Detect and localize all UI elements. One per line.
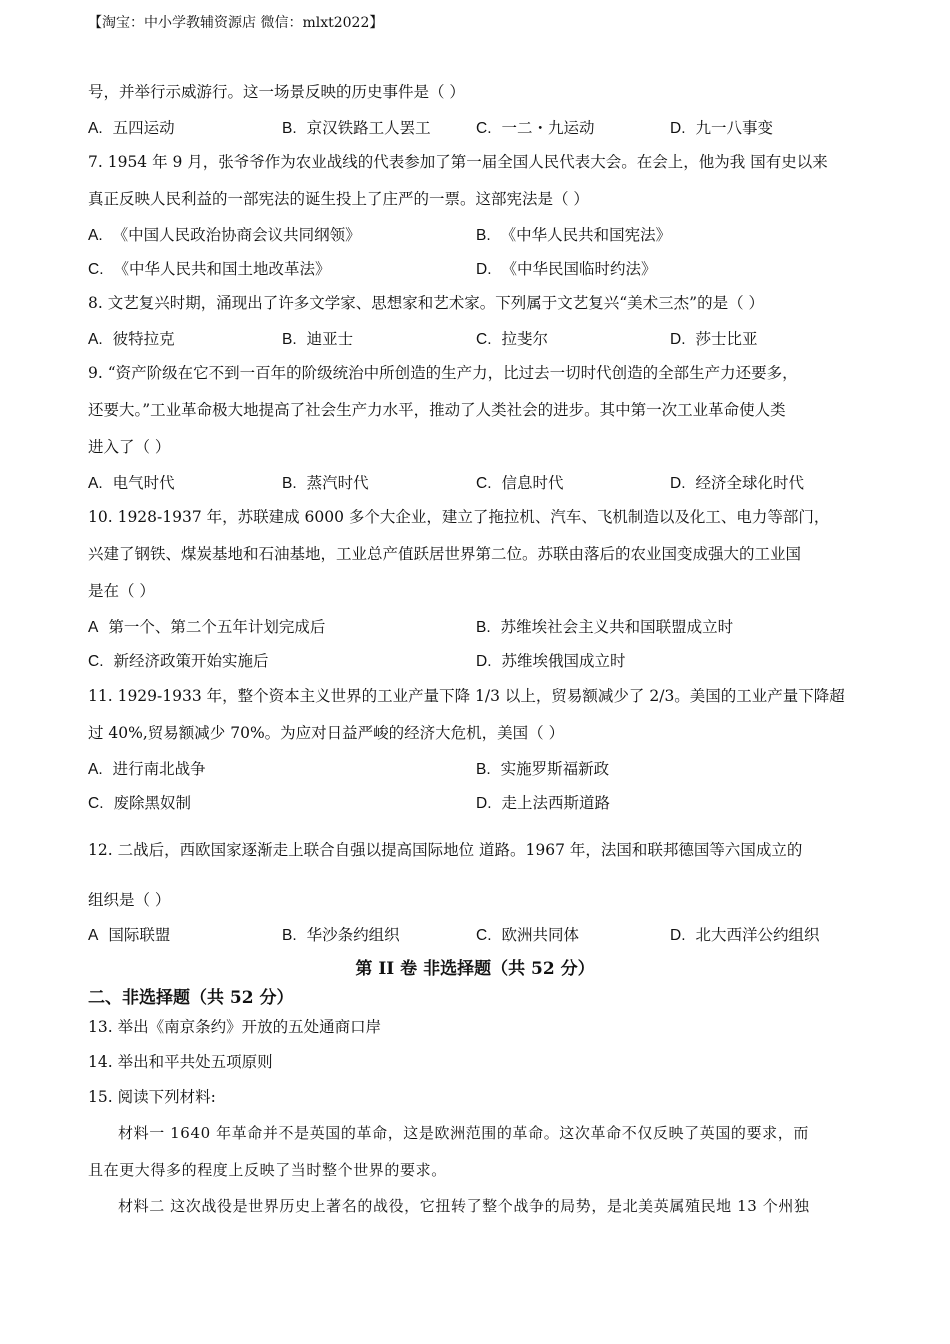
option-text: 《中国人民政治协商会议共同纲领》 [112,226,361,244]
q7-option-c[interactable] [88,259,331,280]
q11-option-b[interactable] [476,759,609,780]
option-text: 进行南北战争 [112,760,206,778]
material-1-line-1: 材料一 1640 年革命并不是英国的革命，这是欧洲范围的革命。这次革命不仅反映了英国的要求，而 [118,1124,809,1142]
option-text: 第一个、第二个五年计划完成后 [108,618,326,636]
q10-option-c[interactable] [88,651,269,672]
option-letter: D. [476,653,492,670]
q7-option-b[interactable] [476,225,671,246]
q10-text-line-2: 兴建了钢铁、煤炭基地和石油基地，工业总产值跃居世界第二位。苏联由落后的农业国变成强大的工业国 [88,545,802,563]
option-letter: A. [88,227,103,244]
q8-option-c[interactable] [476,329,548,350]
option-text: 北大西洋公约组织 [695,926,820,944]
q9-option-d[interactable] [670,473,804,494]
q12-option-c[interactable] [476,925,579,946]
option-letter: B. [476,227,491,244]
section-2-title: 二、非选择题（共 52 分） [88,988,294,1008]
q8-option-d[interactable] [670,329,758,350]
option-text: 国际联盟 [108,926,171,944]
material-1-line-2: 且在更大得多的程度上反映了当时整个世界的要求。 [88,1161,447,1179]
option-letter: B. [282,475,297,492]
q12-option-d[interactable] [670,925,820,946]
option-letter: D. [670,475,686,492]
q11-option-c[interactable] [88,793,191,814]
q6-option-b[interactable] [282,118,431,139]
option-text: 九一八事变 [695,119,774,137]
q6-option-c[interactable] [476,118,595,139]
option-letter: D. [670,331,686,348]
q9-option-b[interactable] [282,473,369,494]
material-2-line-1: 材料二 这次战役是世界历史上著名的战役，它扭转了整个战争的局势，是北美英属殖民地 13 个州独 [118,1197,810,1215]
option-text: 五四运动 [112,119,175,137]
option-letter: C. [476,927,492,944]
option-letter: D. [476,261,492,278]
q12-text-line-2: 组织是（ ） [88,891,171,909]
option-text: 走上法西斯道路 [501,794,611,812]
q14-text: 14. 举出和平共处五项原则 [88,1053,273,1071]
q15-text: 15. 阅读下列材料: [88,1088,216,1106]
q12-text-line-1: 12. 二战后，西欧国家逐渐走上联合自强以提高国际地位 道路。1967 年，法国和联邦德国等六国成立的 [88,841,803,859]
option-text: 京汉铁路工人罢工 [306,119,431,137]
option-text: 一二・九运动 [501,119,595,137]
option-letter: C. [88,795,104,812]
option-text: 华沙条约组织 [306,926,400,944]
option-text: 废除黑奴制 [113,794,192,812]
q7-text-line-2: 真正反映人民利益的一部宪法的诞生投上了庄严的一票。这部宪法是（ ） [88,190,589,208]
q10-option-a[interactable] [88,617,325,638]
q11-option-a[interactable] [88,759,206,780]
option-text: 彼特拉克 [112,330,175,348]
option-text: 《中华人民共和国土地改革法》 [113,260,331,278]
option-text: 莎士比亚 [695,330,758,348]
option-letter: B. [282,331,297,348]
option-text: 实施罗斯福新政 [500,760,610,778]
option-letter: A [88,619,99,636]
option-letter: B. [282,927,297,944]
option-text: 经济全球化时代 [695,474,805,492]
q10-option-b[interactable] [476,617,733,638]
option-letter: C. [476,331,492,348]
option-text: 新经济政策开始实施后 [113,652,269,670]
q6-option-a[interactable] [88,118,175,139]
option-text: 电气时代 [112,474,175,492]
option-letter: C. [88,261,104,278]
option-letter: B. [282,120,297,137]
option-text: 欧洲共同体 [501,926,580,944]
q8-option-b[interactable] [282,329,353,350]
q11-option-d[interactable] [476,793,610,814]
q9-option-c[interactable] [476,473,564,494]
q10-option-d[interactable] [476,651,626,672]
q11-text-line-1: 11. 1929-1933 年，整个资本主义世界的工业产量下降 1/3 以上，贸易额减少了 2/3。美国的工业产量下降超 [88,687,845,705]
option-letter: B. [476,619,491,636]
option-letter: C. [476,475,492,492]
page-header-watermark: 【淘宝：中小学教辅资源店 微信：mlxt2022】 [88,15,384,31]
option-letter: D. [476,795,492,812]
q8-text: 8. 文艺复兴时期，涌现出了许多文学家、思想家和艺术家。下列属于文艺复兴“美术三杰”的是（ ） [88,294,764,312]
q10-text-line-3: 是在（ ） [88,582,155,600]
option-letter: C. [476,120,492,137]
q6-text: 号，并举行示威游行。这一场景反映的历史事件是（ ） [88,83,465,101]
option-text: 拉斐尔 [501,330,549,348]
option-letter: A. [88,120,103,137]
q7-text-line-1: 7. 1954 年 9 月，张爷爷作为农业战线的代表参加了第一届全国人民代表大会。在会上，他为我 国有史以来 [88,153,828,171]
q7-option-a[interactable] [88,225,361,246]
option-text: 《中华人民共和国宪法》 [500,226,672,244]
q9-text-line-3: 进入了（ ） [88,438,171,456]
option-text: 信息时代 [501,474,564,492]
option-letter: A. [88,761,103,778]
option-text: 《中华民国临时约法》 [501,260,657,278]
option-letter: A. [88,331,103,348]
option-text: 苏维埃俄国成立时 [501,652,626,670]
part-2-title: 第 II 卷 非选择题（共 52 分） [355,959,595,979]
option-letter: D. [670,927,686,944]
q10-text-line-1: 10. 1928-1937 年，苏联建成 6000 多个大企业，建立了拖拉机、汽车、飞机制造以及化工、电力等部门， [88,508,830,526]
q9-option-a[interactable] [88,473,175,494]
q12-option-a[interactable] [88,925,170,946]
q8-option-a[interactable] [88,329,175,350]
q6-option-d[interactable] [670,118,773,139]
q7-option-d[interactable] [476,259,657,280]
q12-option-b[interactable] [282,925,400,946]
option-text: 蒸汽时代 [306,474,369,492]
q13-text: 13. 举出《南京条约》开放的五处通商口岸 [88,1018,382,1036]
q9-text-line-2: 还要大。”工业革命极大地提高了社会生产力水平，推动了人类社会的进步。其中第一次工业革命使人类 [88,401,786,419]
option-text: 迪亚士 [306,330,354,348]
q9-text-line-1: 9. “资产阶级在它不到一百年的阶级统治中所创造的生产力，比过去一切时代创造的全部生产力还要多， [88,364,798,382]
option-letter: C. [88,653,104,670]
option-letter: A. [88,475,103,492]
option-letter: B. [476,761,491,778]
q11-text-line-2: 过 40%,贸易额减少 70%。为应对日益严峻的经济大危机，美国（ ） [88,724,565,742]
option-letter: D. [670,120,686,137]
option-letter: A [88,927,99,944]
option-text: 苏维埃社会主义共和国联盟成立时 [500,618,734,636]
